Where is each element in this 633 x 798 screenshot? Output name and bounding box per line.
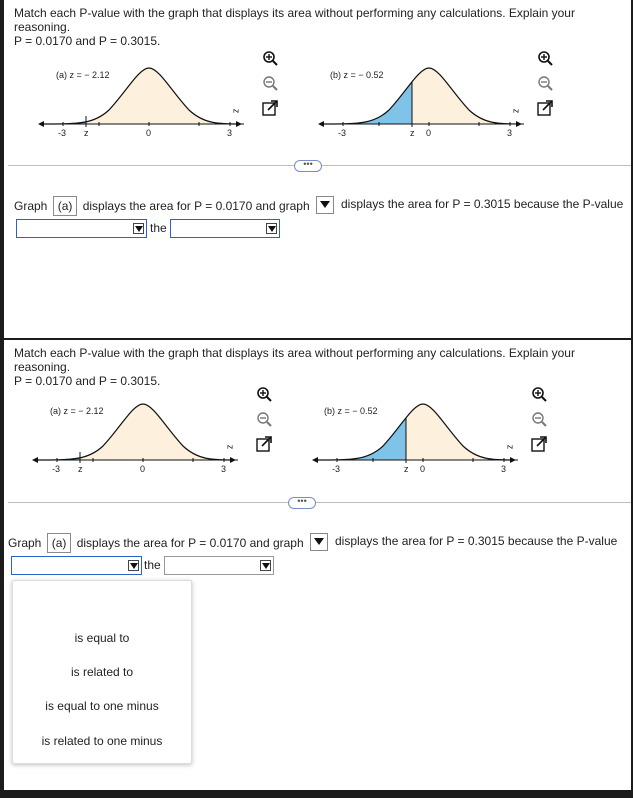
relation-dropdown-menu bbox=[12, 580, 192, 764]
graph-a-tick-0: 0 bbox=[146, 128, 152, 138]
prompt-line-2: P = 0.0170 and P = 0.3015. bbox=[14, 34, 161, 48]
section-divider bbox=[8, 502, 631, 503]
graph-a-tick-0: 0 bbox=[140, 464, 146, 474]
zoom-out-icon[interactable] bbox=[256, 411, 272, 427]
chevron-down-icon bbox=[260, 560, 271, 571]
chevron-down-icon bbox=[266, 223, 277, 234]
graph-b-tick-0: 0 bbox=[426, 128, 432, 138]
graph-a-caption: (a) z = − 2.12 bbox=[50, 406, 104, 416]
graph-a bbox=[28, 396, 238, 481]
graph-a-answer-box[interactable]: (a) bbox=[53, 196, 78, 216]
menu-option-is-related-to[interactable]: is related to bbox=[70, 665, 134, 679]
graph-a-axis-var: z bbox=[225, 444, 236, 450]
answer-text-2: displays the area for P = 0.3015 because the P-value bbox=[341, 197, 624, 211]
relation-dropdown[interactable] bbox=[16, 219, 147, 238]
zoom-out-icon[interactable] bbox=[537, 75, 553, 91]
graph-b-dropdown[interactable] bbox=[310, 533, 328, 551]
graph-b bbox=[314, 60, 524, 145]
graph-word: Graph bbox=[8, 536, 42, 550]
zoom-in-icon[interactable] bbox=[537, 50, 553, 66]
answer-text-2: displays the area for P = 0.3015 because the P-value bbox=[335, 534, 618, 548]
graph-b-tools bbox=[537, 50, 559, 125]
graph-a-tick-3: 3 bbox=[221, 464, 227, 474]
prompt-line-1: Match each P-value with the graph that displays its area without performing any calculations. Explain your reasoning. bbox=[14, 6, 575, 34]
open-new-window-icon[interactable] bbox=[256, 436, 272, 452]
graph-b-caption: (b) z = − 0.52 bbox=[324, 406, 378, 416]
graph-a-tools bbox=[256, 386, 278, 461]
graph-b-tick-z: z bbox=[404, 464, 409, 474]
question-prompt bbox=[14, 6, 624, 48]
graph-a bbox=[34, 60, 244, 145]
graph-a-tick-z: z bbox=[84, 128, 89, 138]
more-button[interactable]: ••• bbox=[288, 497, 316, 509]
graph-b-tick-z: z bbox=[410, 128, 415, 138]
graph-a-tools bbox=[262, 50, 284, 125]
menu-option-is-equal-to[interactable]: is equal to bbox=[74, 631, 130, 645]
graph-a-tick-neg3: -3 bbox=[52, 464, 61, 474]
quantity-dropdown[interactable] bbox=[170, 219, 280, 238]
answer-text-1: displays the area for P = 0.0170 and graph bbox=[76, 536, 304, 550]
chevron-down-icon bbox=[133, 223, 144, 234]
chevron-down-icon bbox=[128, 560, 139, 571]
graph-a-caption: (a) z = − 2.12 bbox=[56, 70, 110, 80]
graph-a-tick-neg3: -3 bbox=[58, 128, 67, 138]
graph-b-tick-0: 0 bbox=[420, 464, 426, 474]
relation-dropdown[interactable] bbox=[11, 556, 142, 575]
open-new-window-icon[interactable] bbox=[531, 436, 547, 452]
graph-b-tools bbox=[531, 386, 553, 461]
the-word: the bbox=[150, 221, 167, 235]
prompt-line-1: Match each P-value with the graph that displays its area without performing any calculations. Explain your reasoning. bbox=[14, 346, 575, 374]
the-word: the bbox=[144, 558, 161, 572]
graph-b-tick-3: 3 bbox=[501, 464, 507, 474]
graph-b-tick-neg3: -3 bbox=[332, 464, 341, 474]
open-new-window-icon[interactable] bbox=[262, 100, 278, 116]
zoom-out-icon[interactable] bbox=[531, 411, 547, 427]
menu-option-is-equal-to-one-minus[interactable]: is equal to one minus bbox=[45, 699, 159, 713]
prompt-line-2: P = 0.0170 and P = 0.3015. bbox=[14, 374, 161, 388]
quantity-dropdown[interactable] bbox=[164, 556, 274, 575]
answer-sentence-line-1 bbox=[14, 196, 310, 216]
menu-option-is-related-to-one-minus[interactable]: is related to one minus bbox=[41, 734, 163, 748]
graph-b bbox=[308, 396, 518, 481]
answer-text-1: displays the area for P = 0.0170 and graph bbox=[82, 199, 310, 213]
graph-b-shaded-area bbox=[318, 418, 406, 460]
more-button[interactable]: ••• bbox=[294, 160, 322, 172]
zoom-in-icon[interactable] bbox=[262, 50, 278, 66]
graph-b-dropdown[interactable] bbox=[316, 196, 334, 214]
graph-b-tick-3: 3 bbox=[507, 128, 513, 138]
zoom-out-icon[interactable] bbox=[262, 75, 278, 91]
graph-a-axis-var: z bbox=[231, 108, 242, 114]
graph-a-tick-z: z bbox=[78, 464, 83, 474]
question-prompt bbox=[14, 346, 624, 388]
open-new-window-icon[interactable] bbox=[537, 100, 553, 116]
zoom-in-icon[interactable] bbox=[531, 386, 547, 402]
question-panel-top bbox=[4, 0, 631, 338]
graph-b-axis-var: z bbox=[505, 444, 516, 450]
graph-a-answer-box[interactable]: (a) bbox=[47, 533, 72, 553]
graph-word: Graph bbox=[14, 199, 48, 213]
graph-b-caption: (b) z = − 0.52 bbox=[330, 70, 384, 80]
answer-sentence-line-1 bbox=[8, 533, 304, 553]
question-panel-bottom bbox=[4, 340, 631, 790]
graph-a-tick-3: 3 bbox=[227, 128, 233, 138]
zoom-in-icon[interactable] bbox=[256, 386, 272, 402]
graph-b-shaded-area bbox=[324, 82, 412, 124]
graph-b-tick-neg3: -3 bbox=[338, 128, 347, 138]
graph-b-axis-var: z bbox=[511, 108, 522, 114]
